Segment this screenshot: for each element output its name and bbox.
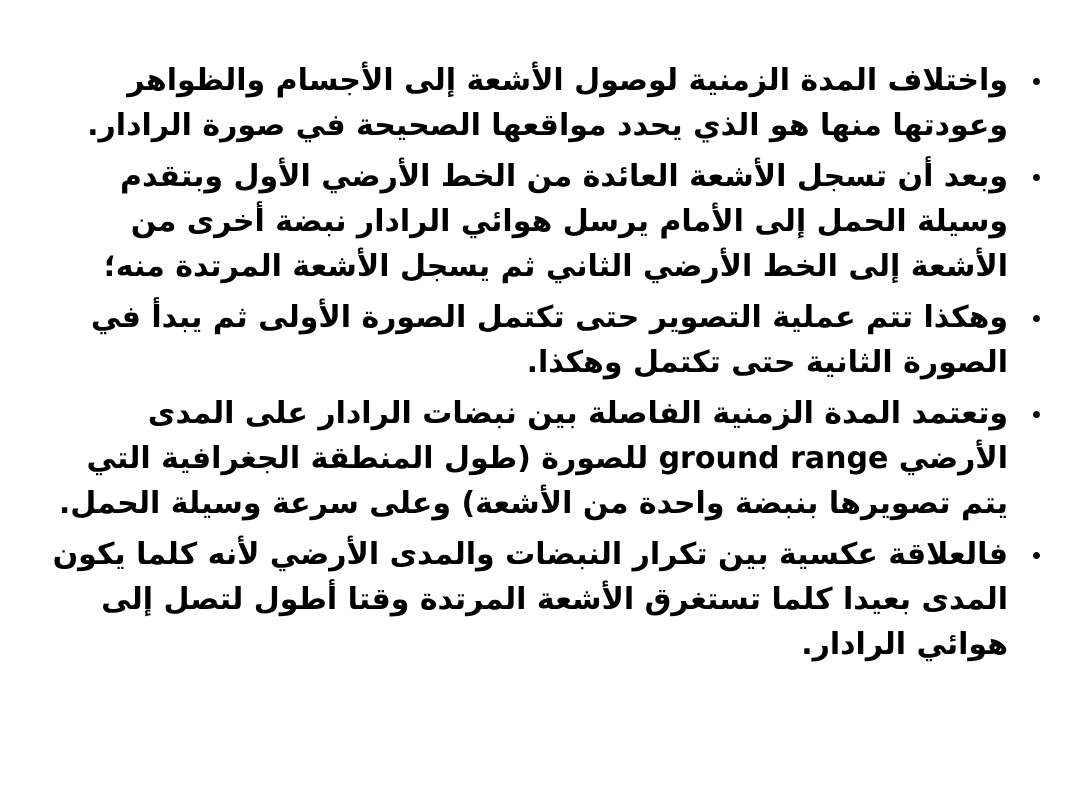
bullet-item-2 xyxy=(30,154,1050,289)
bullet-list xyxy=(30,58,1050,673)
bullet-dot-icon xyxy=(1033,411,1040,418)
bullet-text-3: وهكذا تتم عملية التصوير حتى تكتمل الصورة الأولى ثم يبدأ في الصورة الثانية حتى تكتمل وهكذا. xyxy=(90,300,1008,380)
bullet-dot-icon xyxy=(1033,78,1040,85)
bullet-text-2: وبعد أن تسجل الأشعة العائدة من الخط الأرضي الأول وبتقدم وسيلة الحمل إلى الأمام يرسل هوائي الرادار نبضة أخرى من الأشعة إلى الخط الأرضي الثاني ثم يسجل الأشعة المرتدة منه؛ xyxy=(103,159,1008,284)
bullet-item-5 xyxy=(30,532,1050,667)
bullet-item-4 xyxy=(30,391,1050,526)
bullet-text-4-after: للصورة (طول المنطقة الجغرافية التي يتم تصويرها بنبضة واحدة من الأشعة) وعلى سرعة وسيلة الحمل. xyxy=(58,441,1008,521)
bullet-item-1 xyxy=(30,58,1050,148)
ground-range-term: ground range xyxy=(658,441,889,476)
bullet-dot-icon xyxy=(1033,552,1040,559)
bullet-dot-icon xyxy=(1033,174,1040,181)
bullet-text-4-before: وتعتمد المدة الزمنية الفاصلة بين نبضات الرادار على المدى الأرضي xyxy=(147,396,1008,476)
bullet-text-5: فالعلاقة عكسية بين تكرار النبضات والمدى الأرضي لأنه كلما يكون المدى بعيدا كلما تستغرق الأشعة المرتدة وقتا أطول لتصل إلى هوائي الرادار. xyxy=(52,537,1008,662)
bullet-dot-icon xyxy=(1033,315,1040,322)
bullet-item-3 xyxy=(30,295,1050,385)
bullet-text-1: واختلاف المدة الزمنية لوصول الأشعة إلى الأجسام والظواهر وعودتها منها هو الذي يحدد مواقعها الصحيحة في صورة الرادار. xyxy=(87,63,1008,143)
